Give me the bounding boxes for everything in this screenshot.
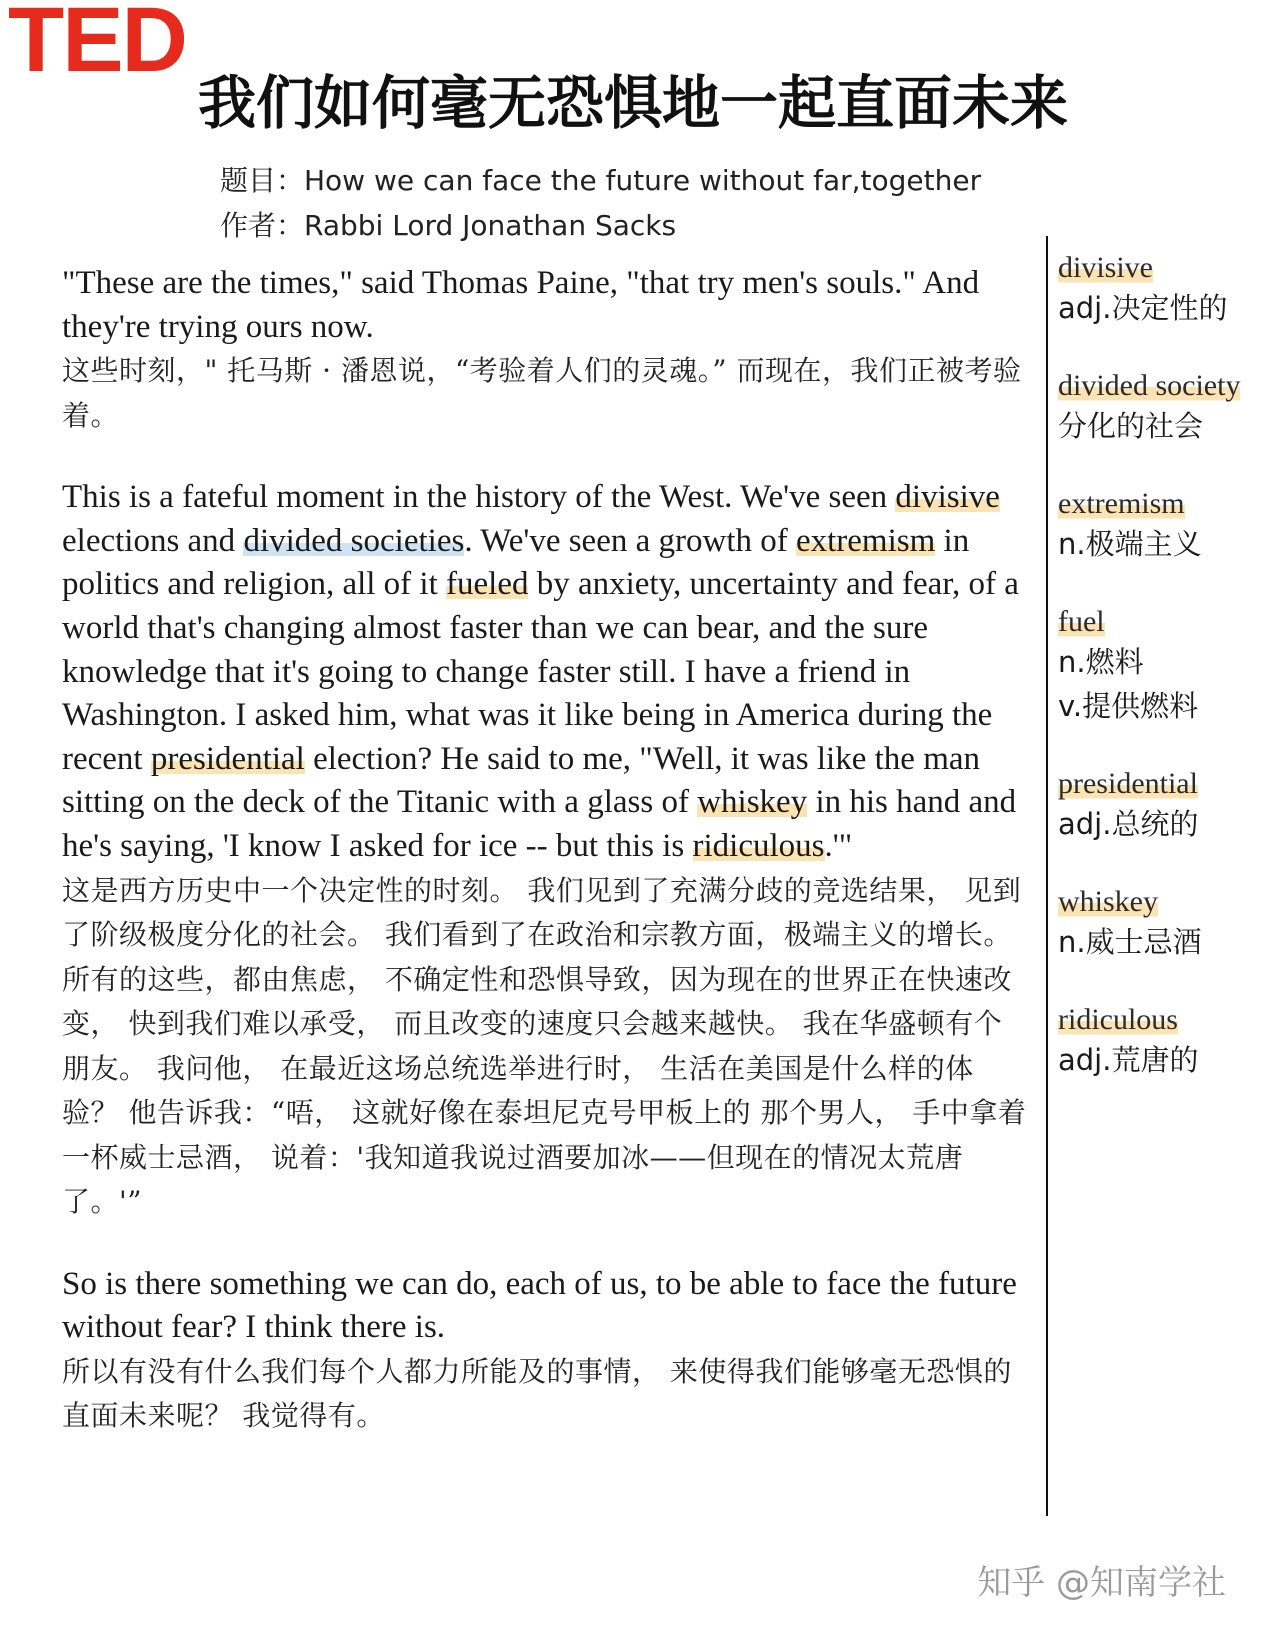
vocab-item	[1058, 884, 1258, 964]
highlight-divisive: divisive	[895, 479, 1000, 516]
paragraph-en: So is there something we can do, each of us, to be able to face the future without fear? I think there is.	[62, 1265, 1017, 1346]
vocab-word: fuel	[1058, 605, 1105, 638]
page-title: 我们如何毫无恐惧地一起直面未来	[198, 69, 1069, 137]
vocab-word: divisive	[1058, 251, 1153, 284]
paragraph-zh: 这是西方历史中一个决定性的时刻。 我们见到了充满分歧的竞选结果， 见到了阶级极度分化的社会。 我们看到了在政治和宗教方面，极端主义的增长。 所有的这些，都由焦虑， 不确定性和恐惧导致，因为现在的世界正在快速改变， 快到我们难以承受， 而且改变的速度只会越来越快。 我在华盛顿有个朋友。 我问他， 在最近这场总统选举进行时， 生活在美国是什么样的体验？ 他告诉我：“唔， 这就好像在泰坦尼克号甲板上的 那个男人， 手中拿着一杯威士忌酒， 说着：'我知道我说过酒要加冰——但现在的情况太荒唐了。'”	[62, 873, 1027, 1219]
vocab-item	[1058, 604, 1258, 728]
topic-line: 题目：How we can face the future without far,together	[220, 164, 982, 197]
vocab-definition: n.威士忌酒	[1058, 925, 1202, 959]
vocabulary-sidebar	[1058, 250, 1258, 1120]
highlight-fueled: fueled	[446, 566, 529, 603]
vocab-item	[1058, 486, 1258, 566]
vocab-item	[1058, 368, 1258, 448]
paragraph-en	[62, 476, 1030, 868]
vocab-definition: v.提供燃料	[1058, 689, 1199, 723]
vertical-divider	[1046, 236, 1048, 1516]
author-line: 作者：Rabbi Lord Jonathan Sacks	[220, 209, 677, 242]
text-span: . We've seen a growth of	[464, 522, 796, 559]
vocab-definition: 分化的社会	[1058, 409, 1204, 443]
text-span: in politics and religion, all of it	[62, 522, 970, 603]
vocab-definition: adj.荒唐的	[1058, 1043, 1199, 1077]
vocab-item	[1058, 250, 1258, 330]
highlight-divided-societies: divided societies	[243, 522, 465, 559]
highlight-presidential: presidential	[150, 740, 305, 777]
vocab-definition: adj.总统的	[1058, 807, 1199, 841]
paragraph-1	[62, 262, 1030, 438]
vocab-item	[1058, 1002, 1258, 1082]
ted-logo: TED	[8, 0, 186, 91]
text-span: elections and	[62, 522, 244, 559]
paragraph-3	[62, 1263, 1030, 1439]
highlight-whiskey: whiskey	[697, 784, 808, 821]
highlight-extremism: extremism	[795, 522, 936, 559]
article-body	[62, 262, 1030, 1477]
vocab-definition: n.燃料	[1058, 645, 1144, 679]
vocab-definition: adj.决定性的	[1058, 291, 1228, 325]
paragraph-en: "These are the times," said Thomas Paine, "that try men's souls." And they're trying ours now.	[62, 265, 980, 345]
vocab-definition: n.极端主义	[1058, 527, 1202, 561]
text-span: This is a fateful moment in the history of the West. We've seen	[62, 479, 896, 516]
vocab-word: divided society	[1058, 369, 1241, 402]
vocab-word: extremism	[1058, 487, 1185, 520]
article-meta	[220, 158, 981, 248]
text-span: in his hand and he's saying, 'I know I asked for ice -- but this is	[62, 784, 1017, 864]
text-span: election? He said to me, "Well, it was like the man sitting on the deck of the Titanic with a glass of	[62, 740, 981, 821]
paragraph-zh: 这些时刻，" 托马斯 · 潘恩说，“考验着人们的灵魂。” 而现在，我们正被考验着。	[62, 354, 1022, 432]
zhihu-watermark: 知乎 @知南学社	[977, 1563, 1226, 1603]
highlight-ridiculous: ridiculous	[692, 827, 825, 864]
vocab-item	[1058, 766, 1258, 846]
vocab-word: presidential	[1058, 767, 1198, 800]
vocab-word: ridiculous	[1058, 1003, 1178, 1036]
text-span: by anxiety, uncertainty and fear, of a world that's changing almost faster than we can bear, and the sure knowledge that it's going to change faster still. I have a friend in Washington. I asked him, what was it like being in America during the recent	[62, 566, 1019, 777]
text-span: .'"	[824, 827, 853, 864]
paragraph-zh: 所以有没有什么我们每个人都力所能及的事情， 来使得我们能够毫无恐惧的直面未来呢？ 我觉得有。	[62, 1354, 1012, 1433]
paragraph-2	[62, 476, 1030, 1224]
vocab-word: whiskey	[1058, 885, 1158, 918]
